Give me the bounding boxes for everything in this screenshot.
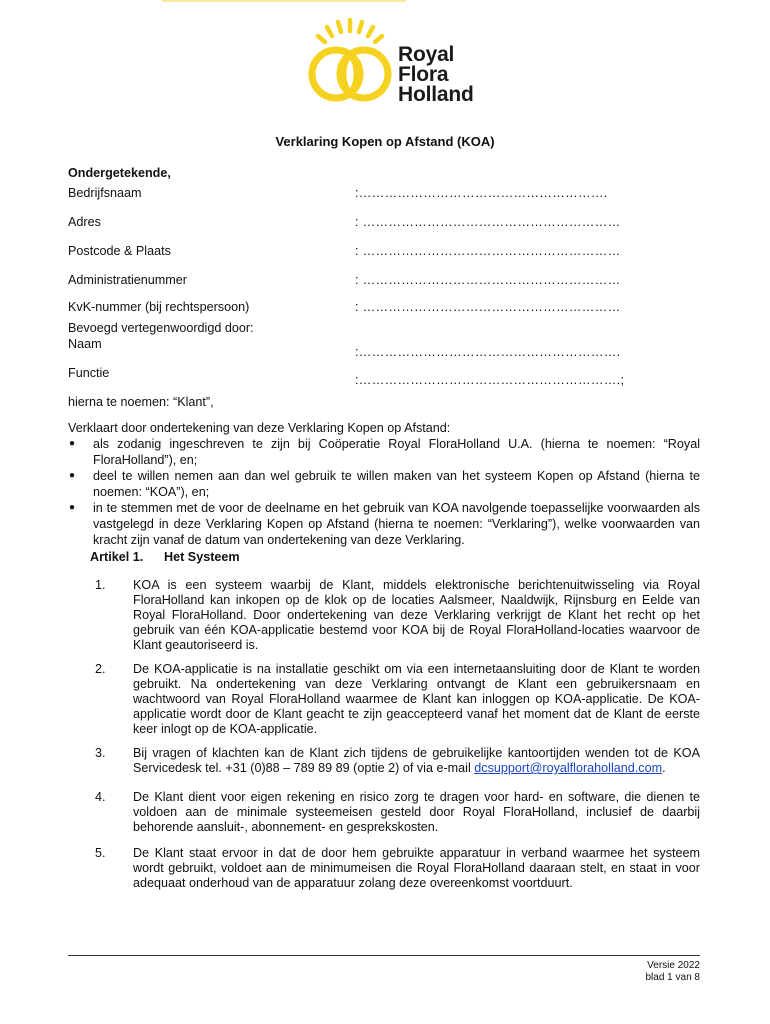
bullet-text: in te stemmen met de voor de deelname en het gebruik van KOA navolgende toepasselijke voorwaarden als vastgelegd in deze Verklaring Kopen op Afstand (hierna te noemen: “Verklaring”), welke voorwaarden van kracht zijn vanaf de datum van ondertekening van deze Verklaring. bbox=[93, 501, 700, 547]
article-title: Het Systeem bbox=[164, 550, 240, 564]
logo-line-flora: Flora bbox=[398, 63, 449, 86]
field-label-company: Bedrijfsnaam bbox=[68, 186, 142, 200]
item-text: KOA is een systeem waarbij de Klant, middels elektronische berichtenuitwisseling via Royal FloraHolland kan inkopen op de klok op de locaties Aalsmeer, Naaldwijk, Rijnsburg en Eelde van Royal FloraHolland. Door ondertekening van deze Verklaring verkrijgt de Klant het recht op het gebruik van één KOA-applicatie bestemd voor KOA bij de Royal FloraHolland-locaties waarvoor de Klant geautoriseerd is. bbox=[133, 578, 700, 652]
list-item bbox=[68, 500, 700, 548]
function-label: Functie bbox=[68, 366, 110, 380]
name-label: Naam bbox=[68, 337, 102, 351]
name-dots[interactable]: :……………………………………………………. bbox=[355, 345, 621, 359]
bullet-icon: ● bbox=[69, 438, 76, 449]
tulip-rings-logo-icon bbox=[304, 18, 396, 110]
field-dots-company[interactable]: :…………………………………………………. bbox=[355, 186, 608, 200]
article-number: Artikel 1. bbox=[90, 550, 144, 564]
field-label-address: Adres bbox=[68, 215, 101, 229]
declaration-bullet-list bbox=[68, 436, 700, 548]
royal-floraholland-logo bbox=[304, 18, 494, 110]
logo-line-holland: Holland bbox=[398, 83, 474, 106]
item-text: De KOA-applicatie is na installatie geschikt om via een internetaansluiting door de Klant te worden gebruikt. Na ondertekening van deze Verklaring ontvangt de Klant een gebruikersnaam en wachtwoord van Royal FloraHolland waarmee de Klant kan inloggen op KOA-applicatie. De KOA-applicatie wordt door de Klant geacht te zijn geaccepteerd vanaf het moment dat de Klant de eerste keer inlogt op de KOA-applicatie. bbox=[133, 662, 700, 736]
item-text-before: Bij vragen of klachten kan de Klant zich tijdens de gebruikelijke kantoortijden wenden tot de KOA Servicedesk tel. +31 (0)88 – 789 89 89 (optie 2) of via e-mail bbox=[133, 746, 700, 775]
declaration-intro: Verklaart door ondertekening van deze Verklaring Kopen op Afstand: bbox=[68, 421, 451, 435]
logo-wordmark bbox=[398, 45, 474, 105]
item-number: 5. bbox=[95, 846, 106, 860]
bullet-icon: ● bbox=[69, 502, 76, 513]
field-label-admin-number: Administratienummer bbox=[68, 273, 187, 287]
item-number: 2. bbox=[95, 662, 106, 676]
field-dots-kvk[interactable]: : …………………………………………………… bbox=[355, 300, 621, 314]
item-number: 3. bbox=[95, 746, 106, 760]
page-footer bbox=[646, 960, 701, 984]
bullet-text: als zodanig ingeschreven te zijn bij Coöperatie Royal FloraHolland U.A. (hierna te noemen: “Royal FloraHolland”), en; bbox=[93, 437, 700, 467]
field-dots-admin-number[interactable]: : …………………………………………………… bbox=[355, 273, 621, 287]
undersigned-heading: Ondergetekende, bbox=[68, 166, 171, 180]
item-text-after: . bbox=[662, 761, 666, 775]
field-label-kvk: KvK-nummer (bij rechtspersoon) bbox=[68, 300, 250, 314]
representative-label: Bevoegd vertegenwoordigd door: bbox=[68, 321, 254, 335]
version-label: Versie 2022 bbox=[647, 960, 700, 971]
item-text bbox=[133, 746, 700, 776]
item-text: De Klant staat ervoor in dat de door hem gebruikte apparatuur in verband waarmee het systeem wordt gebruikt, voldoet aan de minimumeisen die Royal FloraHolland daaraan stelt, en staat in voor adequaat onderhoud van de apparatuur zolang deze overeenkomst voortduurt. bbox=[133, 846, 700, 890]
field-label-postcode: Postcode & Plaats bbox=[68, 244, 171, 258]
client-designation: hierna te noemen: “Klant”, bbox=[68, 395, 214, 409]
bullet-text: deel te willen nemen aan dan wel gebruik te willen maken van het systeem Kopen op Afstand (hierna te noemen: “KOA”), en; bbox=[93, 469, 700, 499]
footer-divider bbox=[68, 955, 700, 956]
field-dots-address[interactable]: : …………………………………………………… bbox=[355, 215, 621, 229]
item-text: De Klant dient voor eigen rekening en risico zorg te dragen voor hard- en software, die dienen te voldoen aan de minimale systeemeisen gesteld door Royal FloraHolland, inclusief de daarbij behorende aansluit-, abonnement- en gesprekskosten. bbox=[133, 790, 700, 834]
bullet-icon: ● bbox=[69, 470, 76, 481]
field-dots-postcode[interactable]: : …………………………………………………… bbox=[355, 244, 621, 258]
document-title: Verklaring Kopen op Afstand (KOA) bbox=[275, 134, 495, 149]
function-dots[interactable]: :…………………………………………………….; bbox=[355, 373, 625, 387]
item-number: 1. bbox=[95, 578, 106, 592]
top-accent-line bbox=[162, 0, 406, 2]
item-number: 4. bbox=[95, 790, 106, 804]
list-item bbox=[68, 468, 700, 500]
list-item bbox=[68, 436, 700, 468]
page-number: blad 1 van 8 bbox=[645, 972, 700, 983]
logo-line-royal: Royal bbox=[398, 43, 455, 66]
support-email-link[interactable]: dcsupport@royalfloraholland.com bbox=[474, 761, 663, 775]
